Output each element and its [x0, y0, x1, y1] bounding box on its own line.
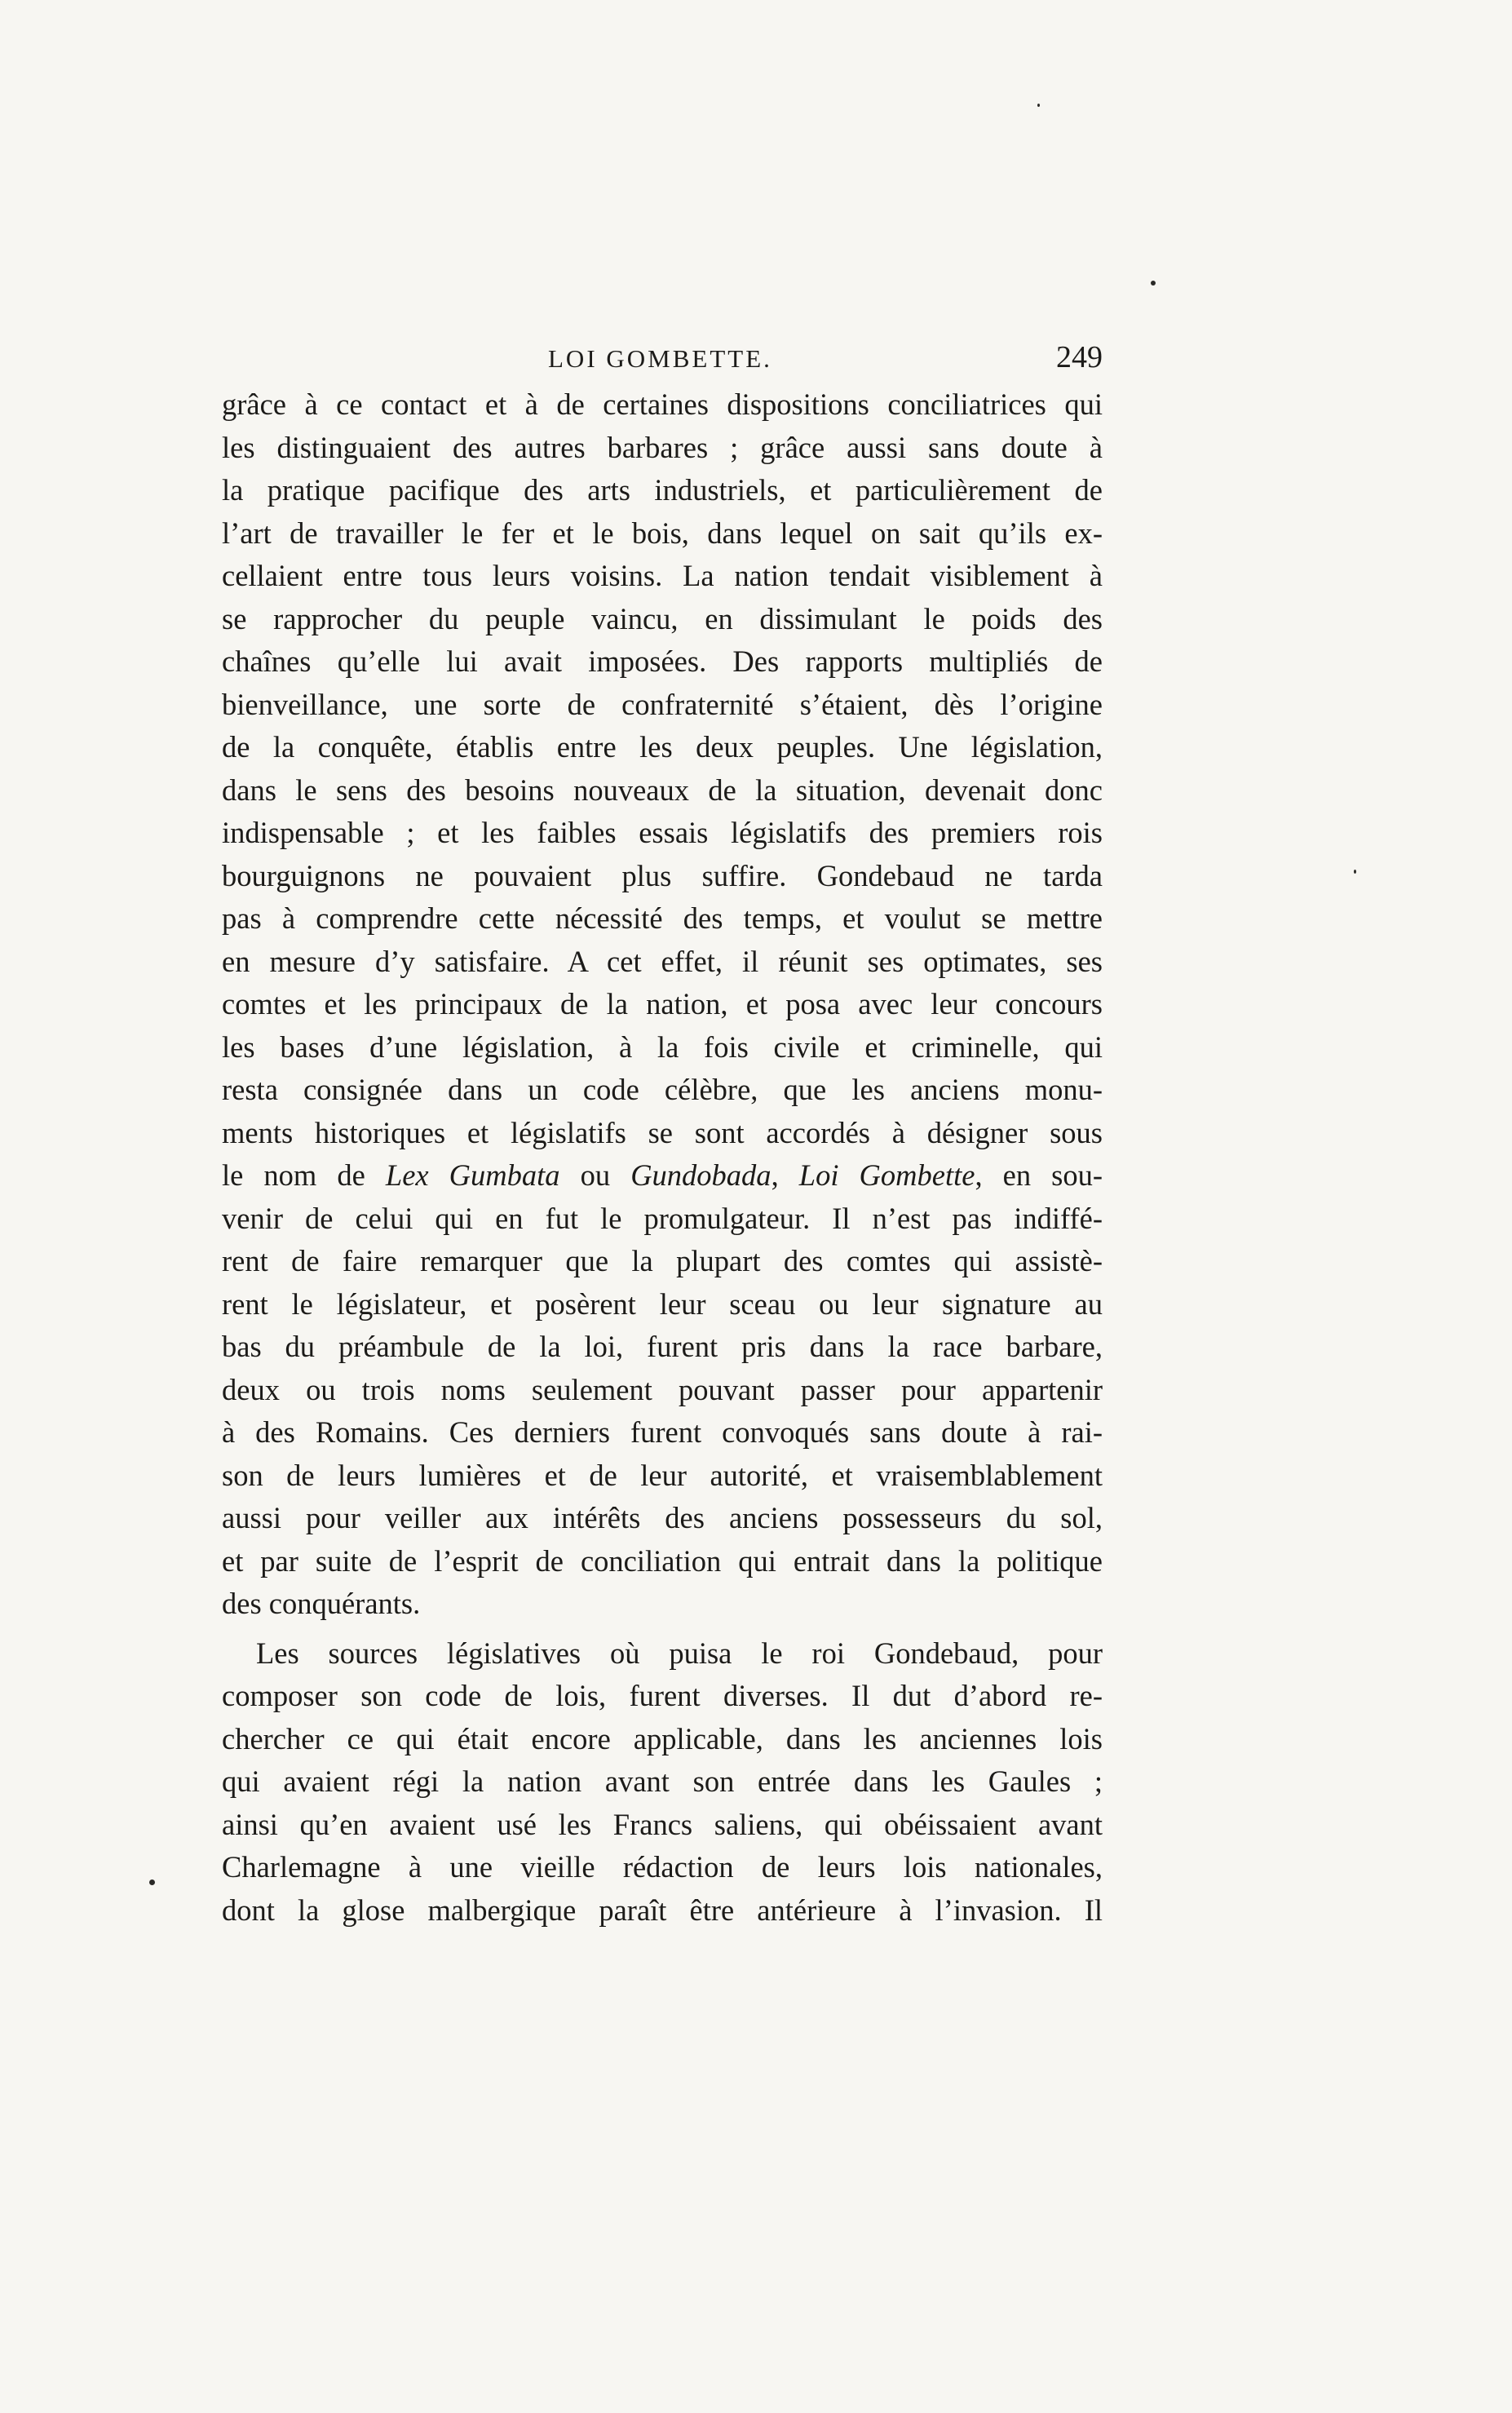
text-line: l’art de travailler le fer et le bois, dans lequel on sait qu’ils ex-: [222, 516, 1103, 550]
text-line: rent le législateur, et posèrent leur sceau ou leur signature au: [222, 1286, 1103, 1321]
text-segment: ,: [771, 1158, 799, 1192]
text-line: pas à comprendre cette nécessité des temps, et voulut se mettre: [222, 901, 1103, 935]
page-header: [222, 339, 1103, 388]
text-line: rent de faire remarquer que la plupart des comtes qui assistè-: [222, 1244, 1103, 1277]
text-line: Les sources législatives où puisa le roi Gondebaud, pour: [256, 1636, 1103, 1670]
text-line: bienveillance, une sorte de confraternité s’étaient, dès l’origine: [222, 687, 1103, 721]
text-line: chaînes qu’elle lui avait imposées. Des rapports multipliés de: [222, 644, 1103, 678]
italic-lex-gumbata: Lex Gumbata: [385, 1158, 560, 1192]
body-text: [222, 383, 1103, 1932]
scan-speck: [1151, 281, 1156, 286]
text-line: à des Romains. Ces derniers furent convoqués sans doute à rai-: [222, 1415, 1103, 1449]
text-segment: , en sou-: [975, 1158, 1103, 1192]
text-line: en mesure d’y satisfaire. A cet effet, il réunit ses optimates, ses: [222, 944, 1103, 978]
text-line: venir de celui qui en fut le promulgateur. Il n’est pas indiffé-: [222, 1201, 1103, 1235]
text-line: dont la glose malbergique paraît être antérieure à l’invasion. Il: [222, 1893, 1103, 1927]
text-line: deux ou trois noms seulement pouvant passer pour appartenir: [222, 1372, 1103, 1406]
text-line: de la conquête, établis entre les deux peuples. Une législation,: [222, 730, 1103, 764]
text-line: aussi pour veiller aux intérêts des anciens possesseurs du sol,: [222, 1501, 1103, 1534]
text-line: ainsi qu’en avaient usé les Francs saliens, qui obéissaient avant: [222, 1807, 1103, 1841]
text-line: les bases d’une législation, à la fois civile et criminelle, qui: [222, 1029, 1103, 1064]
text-line: cellaient entre tous leurs voisins. La nation tendait visiblement à: [222, 559, 1103, 592]
text-line: la pratique pacifique des arts industriels, et particulièrement de: [222, 473, 1103, 507]
scan-speck: [1037, 104, 1040, 107]
text-segment: le nom de: [222, 1158, 386, 1192]
text-line: les distinguaient des autres barbares ; grâce aussi sans doute à: [222, 430, 1103, 464]
scan-speck: [1354, 870, 1356, 874]
text-line: grâce à ce contact et à de certaines dispositions conciliatrices qui: [222, 387, 1103, 421]
text-segment: ou: [559, 1158, 631, 1192]
text-line-with-italics: [222, 1154, 1103, 1198]
text-line: qui avaient régi la nation avant son entrée dans les Gaules ;: [222, 1764, 1103, 1798]
text-line: se rapprocher du peuple vaincu, en dissimulant le poids des: [222, 601, 1103, 635]
text-line: bas du préambule de la loi, furent pris dans la race barbare,: [222, 1330, 1103, 1363]
scan-speck: [149, 1879, 155, 1885]
text-line: comtes et les principaux de la nation, et posa avec leur concours: [222, 987, 1103, 1021]
text-line: indispensable ; et les faibles essais législatifs des premiers rois: [222, 816, 1103, 849]
text-line: chercher ce qui était encore applicable, dans les anciennes lois: [222, 1721, 1103, 1756]
text-line: dans le sens des besoins nouveaux de la situation, devenait donc: [222, 773, 1103, 807]
page-number: 249: [1056, 340, 1103, 374]
text-line: resta consignée dans un code célèbre, que les anciens monu-: [222, 1073, 1103, 1106]
text-line: des conquérants.: [222, 1587, 421, 1620]
text-line: son de leurs lumières et de leur autorité, et vraisemblablement: [222, 1458, 1103, 1492]
running-title: LOI GOMBETTE.: [548, 344, 772, 373]
text-line: bourguignons ne pouvaient plus suffire. Gondebaud ne tarda: [222, 858, 1103, 892]
text-line: et par suite de l’esprit de conciliation qui entrait dans la politique: [222, 1543, 1103, 1578]
italic-loi-gombette: Loi Gombette: [798, 1158, 975, 1192]
text-line: Charlemagne à une vieille rédaction de leurs lois nationales,: [222, 1850, 1103, 1884]
italic-gundobada: Gundobada: [630, 1158, 771, 1192]
text-line: composer son code de lois, furent diverses. Il dut d’abord re-: [222, 1679, 1103, 1712]
text-line: ments historiques et législatifs se sont accordés à désigner sous: [222, 1115, 1103, 1149]
paragraph-gap: [222, 1626, 1103, 1632]
